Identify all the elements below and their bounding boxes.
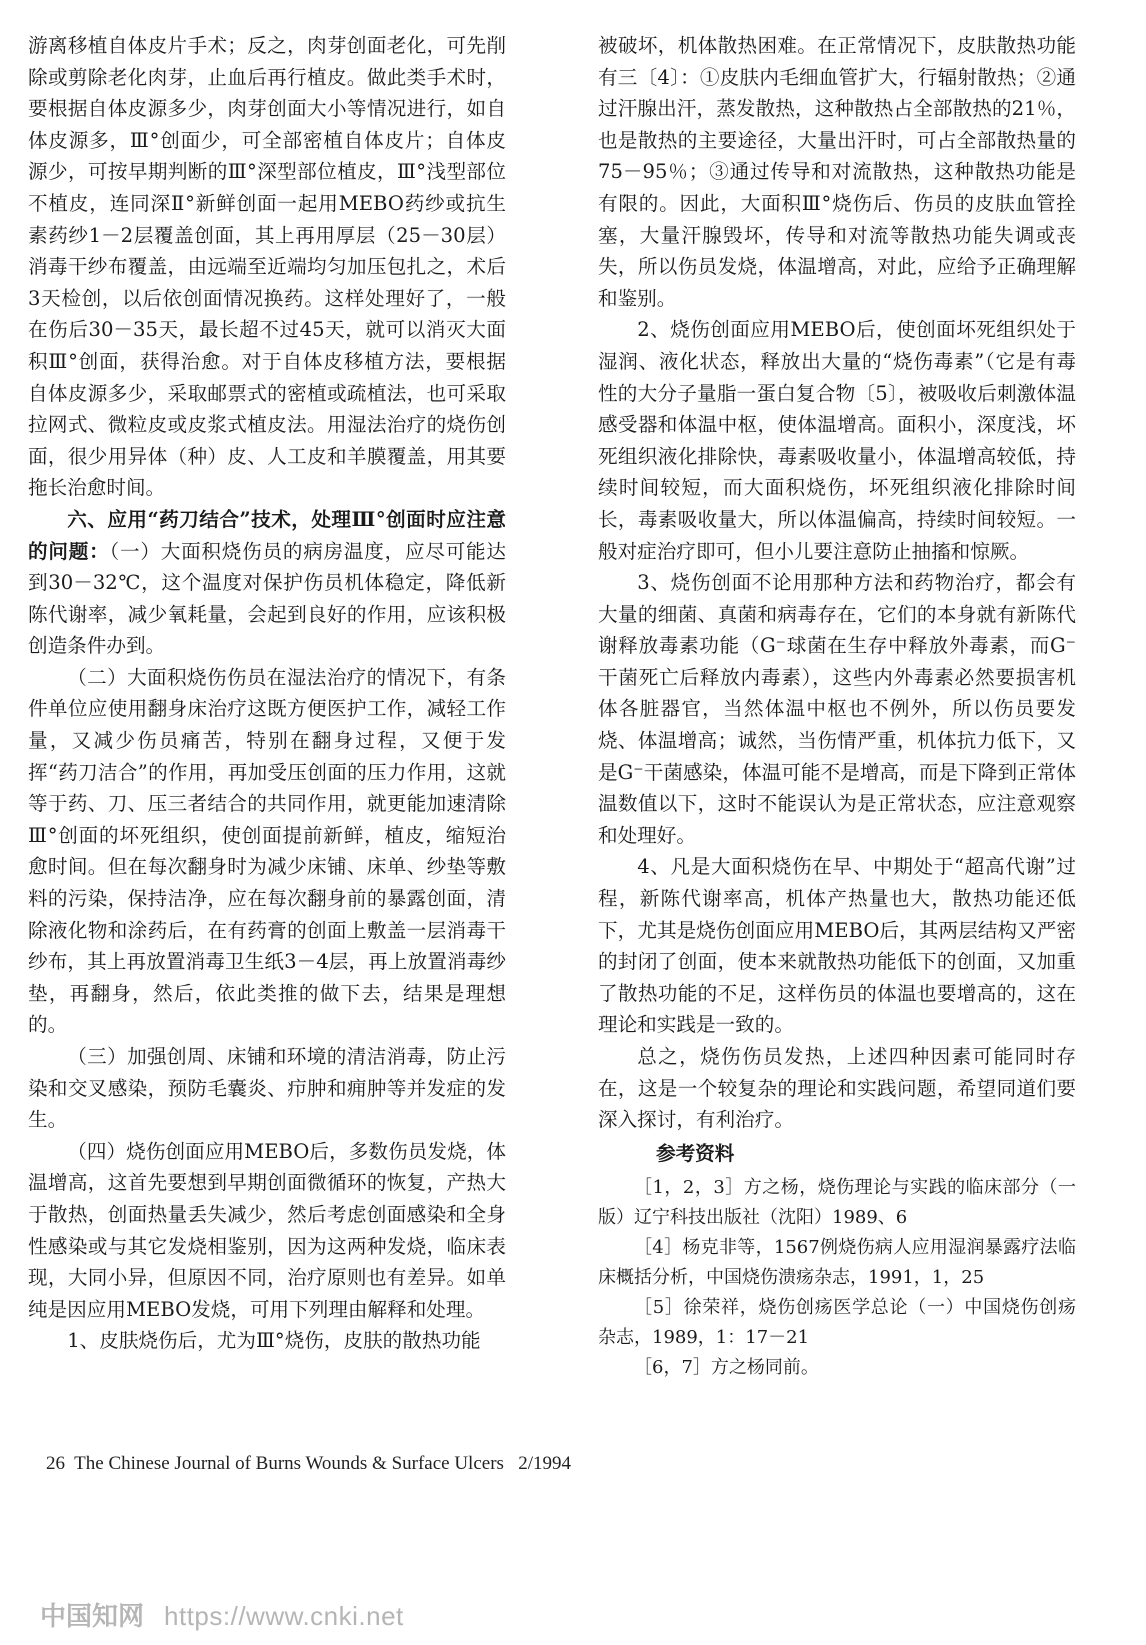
left-column — [28, 30, 506, 1357]
section-heading: 六、应用“药刀结合”技术，处理Ⅲ°创面时应注意的问题： — [28, 507, 506, 563]
reference-item: ［5］徐荣祥，烧伤创疡医学总论（一）中国烧伤创疡杂志，1989，1：17－21 — [598, 1297, 1076, 1349]
reference-item: ［4］杨克非等，1567例烧伤病人应用湿润暴露疗法临床概括分析，中国烧伤溃疡杂志，1991，1，25 — [598, 1237, 1076, 1289]
paragraph-body: （一）大面积烧伤员的病房温度，应尽可能达到30－32℃，这个温度对保护伤员机体稳定，降低新陈代谢率，减少氧耗量，会起到良好的作用，应该积极创造条件办到。 — [28, 539, 507, 658]
page-footer — [46, 1453, 571, 1475]
paragraph: 3、烧伤创面不论用那种方法和药物治疗，都会有大量的细菌、真菌和病毒存在，它们的本身就有新陈代谢释放毒素功能（G⁻球菌在生存中释放外毒素，而G⁻干菌死亡后释放内毒素），这些内外毒素必然要损害机体各脏器官，当然体温中枢也不例外，所以伤员要发烧、体温增高；诚然，当伤情严重，机体抗力低下，又是G⁻干菌感染，体温可能不是增高，而是下降到正常体温数值以下，这时不能误认为是正常状态，应注意观察和处理好。 — [598, 571, 1076, 847]
journal-name: The Chinese Journal of Burns Wounds & Surface Ulcers — [74, 1453, 504, 1474]
right-column — [598, 30, 1076, 1383]
page-number: 26 — [46, 1453, 65, 1474]
paragraph: 被破坏，机体散热困难。在正常情况下，皮肤散热功能有三〔4〕：①皮肤内毛细血管扩大，行辐射散热；②通过汗腺出汗，蒸发散热，这种散热占全部散热的21％，也是散热的主要途径，大量出汗时，可占全部散热量的75－95％；③通过传导和对流散热，这种散热功能是有限的。因此，大面积Ⅲ°烧伤后、伤员的皮肤血管拴塞，大量汗腺毁坏，传导和对流等散热功能失调或丧失，所以伤员发烧，体温增高，对此，应给予正确理解和鉴别。 — [598, 34, 1076, 310]
paragraph: （二）大面积烧伤伤员在湿法治疗的情况下，有条件单位应使用翻身床治疗这既方便医护工作，减轻工作量，又减少伤员痛苦，特别在翻身过程，又便于发挥“药刀洁合”的作用，再加受压创面的压力作用，这就等于药、刀、压三者结合的共同作用，就更能加速清除Ⅲ°创面的坏死组织，使创面提前新鲜，植皮，缩短治愈时间。但在每次翻身时为减少床铺、床单、纱垫等敷料的污染，保持洁净，应在每次翻身前的暴露创面，清除液化物和涂药后，在有药膏的创面上敷盖一层消毒干纱布，其上再放置消毒卫生纸3－4层，再上放置消毒纱垫，再翻身，然后，依此类推的做下去，结果是理想的。 — [28, 665, 506, 1037]
watermark-logo: 中国知网 — [40, 1602, 145, 1632]
paragraph: 4、凡是大面积烧伤在早、中期处于“超高代谢”过程，新陈代谢率高，机体产热量也大，散热功能还低下，尤其是烧伤创面应用MEBO后，其两层结构又严密的封闭了创面，使本来就散热功能低下的创面，又加重了散热功能的不足，这样伤员的体温也要增高的，这在理论和实践是一致的。 — [598, 855, 1076, 1037]
paragraph: （三）加强创周、床铺和环境的清洁消毒，防止污染和交叉感染，预防毛囊炎、疖肿和痈肿等并发症的发生。 — [28, 1045, 506, 1132]
references-title: 参考资料 — [656, 1141, 735, 1165]
paragraph: 游离移植自体皮片手术；反之，肉芽创面老化，可先削除或剪除老化肉芽，止血后再行植皮。做此类手术时，要根据自体皮源多少，肉芽创面大小等情况进行，如自体皮源多，Ⅲ°创面少，可全部密植自体皮片；自体皮源少，可按早期判断的Ⅲ°深型部位植皮，Ⅲ°浅型部位不植皮，连同深Ⅱ°新鲜创面一起用MEBO药纱或抗生素药纱1－2层覆盖创面，其上再用厚层（25－30层）消毒干纱布覆盖，由远端至近端均匀加压包扎之，术后3天检创，以后依创面情况换药。这样处理好了，一般在伤后30－35天，最长超不过45天，就可以消灭大面积Ⅲ°创面，获得治愈。对于自体皮移植方法，要根据自体皮源多少，采取邮票式的密植或疏植法，也可采取拉网式、微粒皮或皮浆式植皮法。用湿法治疗的烧伤创面，很少用异体（种）皮、人工皮和羊膜覆盖，用其要拖长治愈时间。 — [28, 34, 506, 500]
issue-number: 2/1994 — [518, 1453, 571, 1474]
watermark-url: https://www.cnki.net — [164, 1601, 404, 1631]
reference-item: ［6，7］方之杨同前。 — [634, 1357, 819, 1379]
reference-item: ［1，2，3］方之杨，烧伤理论与实践的临床部分（一版）辽宁科技出版社（沈阳）1989、6 — [598, 1177, 1076, 1229]
paragraph: 总之，烧伤伤员发热，上述四种因素可能同时存在，这是一个较复杂的理论和实践问题，希望同道们要深入探讨，有利治疗。 — [598, 1045, 1076, 1132]
paragraph: 2、烧伤创面应用MEBO后，使创面坏死组织处于湿润、液化状态，释放出大量的“烧伤毒素”（它是有毒性的大分子量脂一蛋白复合物〔5〕，被吸收后刺激体温感受器和体温中枢，使体温增高。面积小，深度浅，坏死组织液化排除快，毒素吸收量小，体温增高较低，持续时间较短，而大面积烧伤，坏死组织液化排除时间长，毒素吸收量大，所以体温偏高，持续时间较短。一般对症治疗即可，但小儿要注意防止抽搐和惊厥。 — [598, 318, 1076, 563]
paragraph: （四）烧伤创面应用MEBO后，多数伤员发烧，体温增高，这首先要想到早期创面微循环的恢复，产热大于散热，创面热量丢失减少，然后考虑创面感染和全身性感染或与其它发烧相鉴别，因为这两种发烧，临床表现，大同小异，但原因不同，治疗原则也有差异。如单纯是因应用MEBO发烧，可用下列理由解释和处理。 — [28, 1139, 506, 1321]
watermark — [40, 1596, 404, 1633]
section-heading-paragraph — [28, 504, 506, 662]
paragraph: 1、皮肤烧伤后，尤为Ⅲ°烧伤，皮肤的散热功能 — [67, 1329, 481, 1353]
